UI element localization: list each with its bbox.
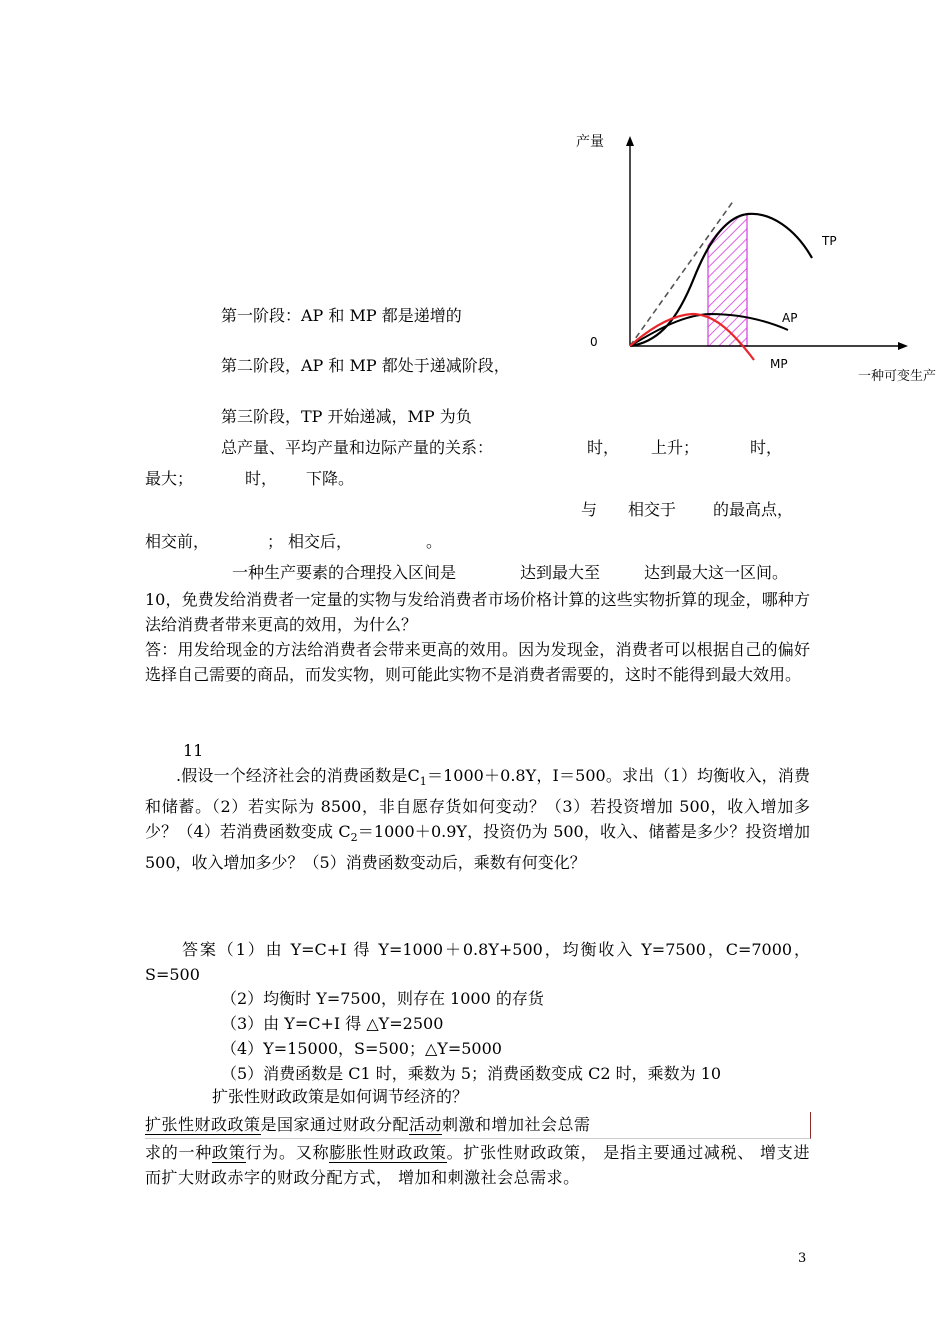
relation-before: 相交前， <box>145 532 210 551</box>
range-part-b: 达到最大至 <box>520 563 601 582</box>
answer-line-4: （4）Y=15000，S=500；△Y=5000 <box>221 1039 502 1058</box>
relation-intro: 总产量、平均产量和边际产量的关系： <box>221 438 494 457</box>
answer-line-1: 答案（1）由 Y=C+I 得 Y=1000＋0.8Y+500，均衡收入 Y=7500，C=7000，S=500 <box>145 940 810 984</box>
range-part-a: 一种生产要素的合理投入区间是 <box>232 563 457 582</box>
relation-when-1: 时， <box>587 438 620 457</box>
policy-text-5: 。扩张性财政政策， 是指主要通过减税、 增支进而扩大财政赤字的财政分配方式， 增加和刺激社会总需求。 <box>145 1143 810 1187</box>
policy-term-2: 活动 <box>409 1115 443 1134</box>
policy-term-3: 政策 <box>212 1143 246 1162</box>
ap-label: AP <box>782 311 798 325</box>
relation-when-2: 时， <box>750 438 783 457</box>
answer-line-5: （5）消费函数是 C1 时，乘数为 5；消费函数变成 C2 时，乘数为 10 <box>221 1064 722 1083</box>
y-axis-arrow-icon <box>626 136 634 146</box>
page-number: 3 <box>798 1251 807 1266</box>
relation-period: 。 <box>426 532 443 551</box>
stage-three-text: 第三阶段，TP 开始递减，MP 为负 <box>221 407 472 426</box>
relation-rise: 上升； <box>651 438 700 457</box>
tp-label: TP <box>822 234 837 248</box>
policy-text-1: 是国家通过财政分配 <box>260 1115 410 1134</box>
answer-line-3: （3）由 Y=C+I 得 △Y=2500 <box>221 1014 444 1033</box>
policy-answer-line-1 <box>145 1115 591 1135</box>
policy-answer-rest <box>145 1140 810 1190</box>
q11-part-3: ＝1000＋0.9Y，投资仍为 500，收入、储蓄是多少？投资增加 500，收入增加多少？（5）消费函数变动后，乘数有何变化？ <box>145 822 810 873</box>
x-axis-label: 一种可变生产 <box>858 369 937 384</box>
relation-and: 与 <box>581 500 598 519</box>
q11-sub-2: 2 <box>350 831 358 845</box>
production-graph-svg <box>560 128 950 390</box>
origin-label: 0 <box>590 335 598 349</box>
q11-part-1: .假设一个经济社会的消费函数是C <box>176 766 420 785</box>
q11-part-2: ＝1000＋0.8Y，I＝500。求出（1）均衡收入，消费和储蓄。（2）若实际为 8500，非自愿存货如何变动？（3）若投资增加 500，收入增加多少？（4）若消费函数变成 C <box>145 766 810 842</box>
relation-when-3: 时， <box>245 469 278 488</box>
stage-two-text: 第二阶段，AP 和 MP 都处于递减阶段， <box>221 356 510 375</box>
answer-line-2: （2）均衡时 Y=7500，则存在 1000 的存货 <box>221 989 544 1008</box>
relation-peak: 的最高点， <box>713 500 794 519</box>
x-axis-arrow-icon <box>898 342 908 350</box>
relation-semicolon: ； <box>267 532 284 551</box>
q11-sub-1: 1 <box>419 775 427 789</box>
policy-term-4: 膨胀性财政政策 <box>329 1143 447 1162</box>
relation-max: 最大； <box>145 469 194 488</box>
y-axis-label: 产量 <box>576 134 604 150</box>
relation-intersect: 相交于 <box>628 500 677 519</box>
relation-fall: 下降。 <box>306 469 355 488</box>
policy-text-4: 行为。又称 <box>245 1143 330 1162</box>
policy-term-1: 扩张性财政政策 <box>145 1115 261 1134</box>
policy-text-2: 刺激和增加社会总需 <box>442 1115 591 1134</box>
q11-question <box>145 763 810 875</box>
q10-question: 10，免费发给消费者一定量的实物与发给消费者市场价格计算的这些实物折算的现金，哪种方法给消费者带来更高的效用，为什么？ <box>145 590 810 634</box>
mp-label: MP <box>770 357 788 371</box>
relation-after: 相交后， <box>288 532 353 551</box>
q10-answer: 答：用发给现金的方法给消费者会带来更高的效用。因为发现金，消费者可以根据自己的偏好选择自己需要的商品，而发实物，则可能此实物不是消费者需要的，这时不能得到最大效用。 <box>145 640 810 684</box>
production-graph <box>560 128 950 390</box>
policy-question: 扩张性财政政策是如何调节经济的？ <box>212 1087 469 1106</box>
stage-one-text: 第一阶段：AP 和 MP 都是递增的 <box>221 306 462 325</box>
q11-number: 11 <box>183 741 204 760</box>
range-part-c: 达到最大这一区间。 <box>644 563 789 582</box>
policy-text-3: 求的一种 <box>145 1143 213 1162</box>
stage-two-hatched-region <box>708 214 747 346</box>
